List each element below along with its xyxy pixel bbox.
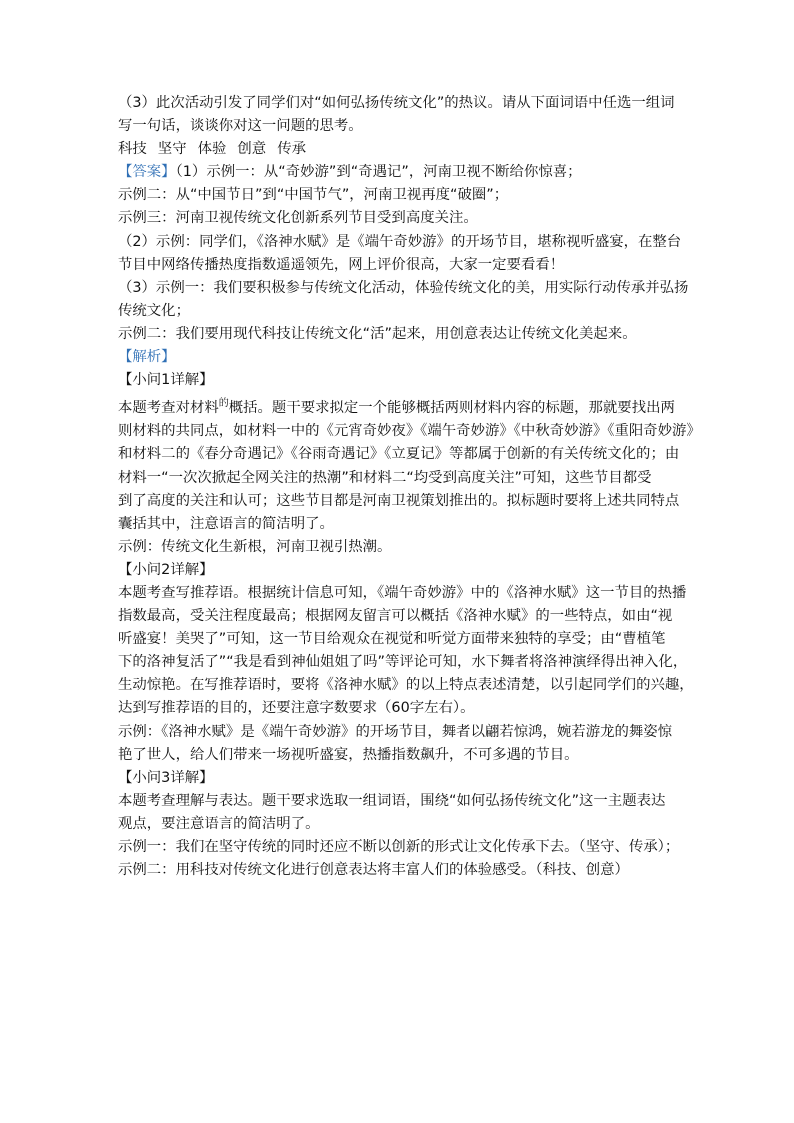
text-line: 本题考查理解与表达。题干要求选取一组词语，围绕“如何弘扬传统文化”这一主题表达 — [118, 792, 666, 809]
section-heading: 【小问1详解】 — [118, 372, 214, 389]
text-line: 达到写推荐语的目的，还要注意字数要求（60字左右）。 — [118, 700, 475, 717]
text-line: 传统文化； — [118, 302, 190, 319]
text-line: 示例三：河南卫视传统文化创新系列节目受到高度关注。 — [118, 210, 478, 227]
text-line: 示例二：我们要用现代科技让传统文化“活”起来，用创意表达让传统文化美起来。 — [118, 325, 637, 342]
answer-line — [118, 161, 678, 184]
text-line: 写一句话，谈谈你对这一问题的思考。 — [118, 118, 363, 135]
text-line: 生动惊艳。在写推荐语时，要将《洛神水赋》的以上特点表述清楚，以引起同学们的兴趣， — [118, 677, 694, 694]
text-line: 到了高度的关注和认可；这些节目都是河南卫视策划推出的。拟标题时要将上述共同特点 — [118, 492, 680, 509]
word-option: 坚守 — [157, 141, 187, 158]
text-line: 艳了世人，给人们带来一场视听盛宴，热播指数飙升，不可多遇的节目。 — [118, 746, 579, 763]
text-line: （2）示例：同学们，《洛神水赋》是《端午奇妙游》的开场节目，堪称视听盛宴，在整台 — [118, 233, 682, 250]
text-line: 则材料的共同点，如材料一中的《元宵奇妙夜》《端午奇妙游》《中秋奇妙游》《重阳奇妙游》 — [118, 423, 701, 440]
section-heading: 【小问3详解】 — [118, 769, 214, 786]
analysis-tag: 【解析】 — [118, 349, 176, 366]
text-line: 示例一：我们在坚守传统的同时还应不断以创新的形式让文化传承下去。（坚守、传承）； — [118, 839, 680, 855]
text-line: （3）此次活动引发了同学们对“如何弘扬传统文化”的热议。请从下面词语中任选一组词 — [118, 95, 675, 111]
word-option: 创意 — [237, 141, 267, 158]
word-option: 科技 — [118, 141, 147, 158]
text-line: 和材料二的《春分奇遇记》《谷雨奇遇记》《立夏记》等都属于创新的有关传统文化的；由 — [118, 446, 680, 463]
text-fragment: 概括。题干要求拟定一个能够概括两则材料内容的标题，那就要找出两 — [228, 400, 675, 417]
text-line: 示例二：从“中国节日”到“中国节气”，河南卫视再度“破圈”； — [118, 187, 509, 204]
text-line: 示例：《洛神水赋》是《端午奇妙游》的开场节目，舞者以翩若惊鸿，婉若游龙的舞姿惊 — [118, 723, 673, 740]
text-line: 本题考查写推荐语。根据统计信息可知，《端午奇妙游》中的《洛神水赋》这一节目的热播 — [118, 584, 687, 601]
text-line: 听盛宴！美哭了”可知，这一节目给观众在视觉和听觉方面带来独特的享受；由“曹植笔 — [118, 631, 666, 648]
text-line: （3）示例一：我们要积极参与传统文化活动，体验传统文化的美，用实际行动传承并弘扬 — [118, 279, 689, 296]
text-line: 节目中网络传播热度指数遥遥领先，网上评价很高，大家一定要看看！ — [118, 256, 565, 273]
text-line: 材料一“一次次掀起全网关注的热潮”和材料二“均受到高度关注”可知，这些节目都受 — [118, 469, 652, 486]
text-line — [118, 392, 678, 420]
text-fragment: 本题考查对材料 — [118, 400, 219, 417]
word-option: 传承 — [277, 141, 306, 158]
text-line: 示例：传统文化生新根，河南卫视引热潮。 — [118, 538, 392, 555]
word-options — [118, 138, 678, 161]
text-line: 下的洛神复活了”“我是看到神仙姐姐了吗”等评论可知，水下舞者将洛神演绎得出神入化， — [118, 654, 688, 671]
text-line: 示例二：用科技对传统文化进行创意表达将丰富人们的体验感受。（科技、创意） — [118, 862, 629, 879]
text-line: 观点，要注意语言的简洁明了。 — [118, 815, 320, 832]
document-body — [118, 92, 701, 882]
text-line: 指数最高，受关注程度最高；根据网友留言可以概括《洛神水赋》的一些特点，如由“视 — [118, 608, 673, 625]
word-option: 体验 — [197, 141, 227, 158]
superscript-char: 的 — [218, 398, 229, 410]
answer-text: （1）示例一：从“奇妙游”到“奇遇记”，河南卫视不断给你惊喜； — [175, 164, 582, 181]
text-line: 囊括其中，注意语言的简洁明了。 — [118, 515, 334, 532]
section-heading: 【小问2详解】 — [118, 561, 214, 578]
answer-tag: 【答案】 — [118, 164, 176, 181]
